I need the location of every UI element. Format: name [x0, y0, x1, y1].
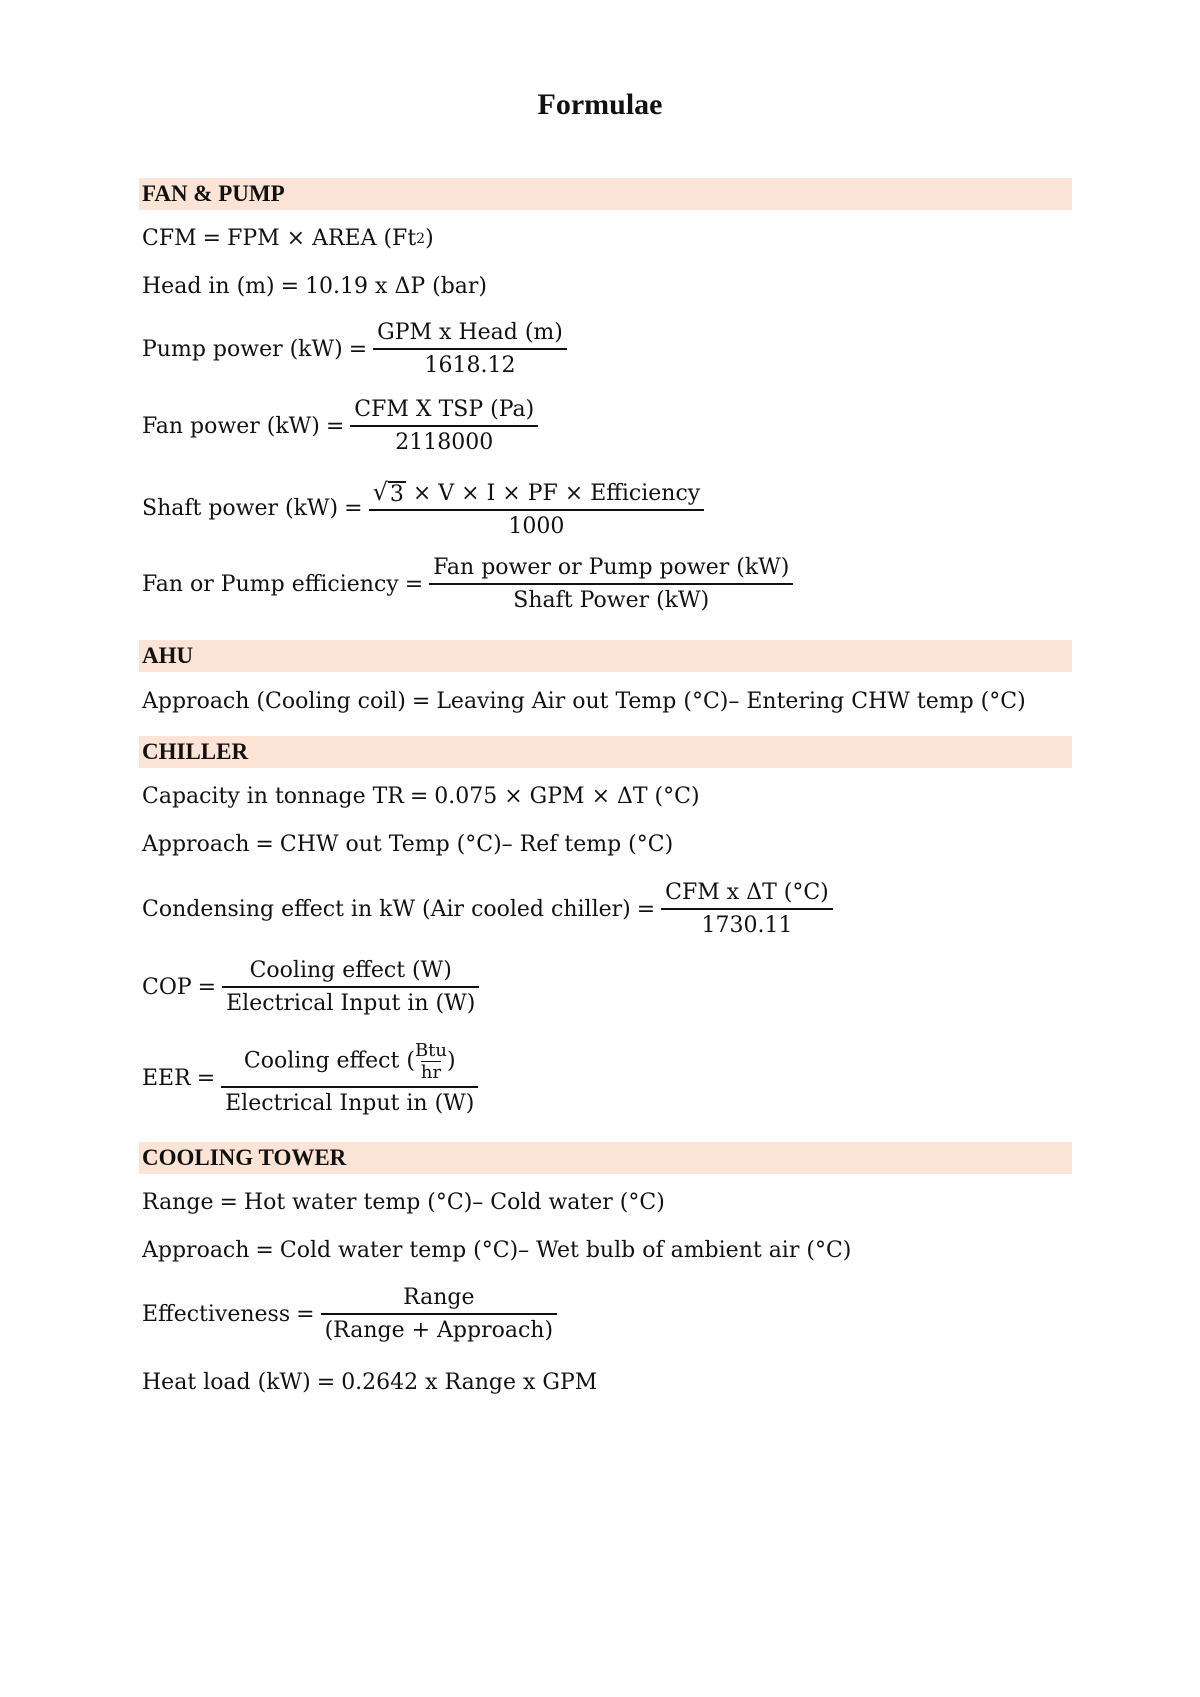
equals-sign: = [197, 974, 217, 1000]
equals-sign: = [344, 496, 363, 521]
formula-fan-power [142, 397, 538, 455]
numerator [242, 1040, 458, 1086]
formula-lhs: Effectiveness [142, 1301, 291, 1327]
formula-effectiveness [142, 1285, 557, 1343]
formula-rhs: 10.19 x ΔP (bar) [305, 274, 488, 299]
equals-sign: = [196, 1065, 216, 1091]
denominator: 1730.11 [661, 908, 833, 938]
formula-lhs: COP [142, 974, 192, 1000]
formula-lhs: Approach (Cooling coil) [142, 689, 406, 714]
numerator [371, 478, 703, 509]
fraction [663, 880, 831, 938]
formula-rhs: Hot water temp (°C)– Cold water (°C) [243, 1190, 665, 1215]
numerator: Fan power or Pump power (kW) [433, 555, 790, 580]
numerator: CFM X TSP (Pa) [354, 397, 535, 422]
formula-range [142, 1190, 665, 1215]
section-header-ahu: AHU [139, 640, 1072, 672]
formula-lhs: CFM [142, 226, 197, 251]
unit-fraction [415, 1040, 447, 1083]
formula-cop [142, 958, 479, 1016]
equals-sign: = [409, 784, 429, 809]
section-header-chiller: CHILLER [139, 736, 1072, 768]
equals-sign: = [219, 1190, 238, 1215]
unit-denominator: hr [420, 1062, 442, 1083]
radical-sign: √ [372, 478, 388, 506]
denominator: (Range + Approach) [321, 1313, 557, 1343]
numerator-suffix: ) [447, 1048, 456, 1074]
superscript: 2 [416, 230, 426, 247]
numerator: Range [403, 1285, 475, 1310]
equals-sign: = [636, 896, 656, 922]
formula-condensing-effect [142, 880, 833, 938]
radicand: 3 [389, 481, 404, 507]
formula-approach-cooling-coil [142, 689, 1026, 714]
equals-sign: = [202, 226, 222, 251]
fraction [223, 1040, 476, 1116]
formula-lhs: EER [142, 1065, 191, 1091]
formula-lhs: Shaft power (kW) [142, 496, 339, 521]
fraction [371, 478, 703, 539]
formula-lhs: Pump power (kW) [142, 336, 343, 362]
square-root [373, 478, 406, 506]
equals-sign: = [296, 1301, 315, 1327]
equals-sign: = [316, 1370, 336, 1395]
formula-capacity [142, 784, 700, 809]
equals-sign: = [255, 1238, 274, 1263]
denominator: 1000 [369, 509, 705, 539]
formula-efficiency [142, 555, 793, 613]
formula-rhs: CHW out Temp (°C)– Ref temp (°C) [279, 832, 674, 857]
formula-approach-chiller [142, 832, 673, 857]
formula-rhs: 0.2642 x Range x GPM [341, 1370, 598, 1395]
formula-lhs: Capacity in tonnage TR [142, 784, 404, 809]
formula-pump-power [142, 320, 567, 378]
formula-rhs: Leaving Air out Temp (°C)– Entering CHW temp (°C) [436, 689, 1026, 714]
formula-lhs: Range [142, 1190, 214, 1215]
numerator: CFM x ΔT (°C) [665, 880, 829, 905]
formula-lhs: Fan power (kW) [142, 413, 320, 439]
equals-sign: = [325, 413, 345, 439]
unit-numerator: Btu [414, 1040, 447, 1061]
equals-sign: = [280, 274, 300, 299]
fraction [352, 397, 536, 455]
numerator-prefix: Cooling effect ( [243, 1048, 415, 1074]
formula-rhs: Cold water temp (°C)– Wet bulb of ambient air (°C) [279, 1238, 852, 1263]
fraction [323, 1285, 555, 1343]
equals-sign: = [404, 571, 424, 597]
fraction [375, 320, 565, 378]
denominator: Shaft Power (kW) [429, 583, 793, 613]
formula-rhs: 0.075 × GPM × ΔT (°C) [434, 784, 700, 809]
formula-rhs-tail: ) [425, 226, 434, 251]
formula-lhs: Fan or Pump efficiency [142, 571, 399, 597]
formula-cfm [142, 226, 434, 251]
denominator: Electrical Input in (W) [222, 986, 479, 1016]
denominator: 1618.12 [373, 348, 567, 378]
formula-lhs: Approach [142, 832, 250, 857]
formula-eer [142, 1040, 478, 1116]
equals-sign: = [348, 336, 368, 362]
equals-sign: = [255, 832, 274, 857]
section-header-cooling-tower: COOLING TOWER [139, 1142, 1072, 1174]
formula-lhs: Approach [142, 1238, 250, 1263]
numerator-rest: × V × I × PF × Efficiency [412, 481, 701, 506]
section-header-fan-pump: FAN & PUMP [139, 178, 1072, 210]
fraction [224, 958, 477, 1016]
formula-head [142, 274, 487, 299]
formula-heat-load [142, 1370, 597, 1395]
denominator: 2118000 [350, 425, 538, 455]
formula-lhs: Head in (m) [142, 274, 275, 299]
equals-sign: = [411, 689, 431, 714]
formula-lhs: Condensing effect in kW (Air cooled chiller) [142, 896, 631, 922]
formula-approach-tower [142, 1238, 851, 1263]
denominator: Electrical Input in (W) [221, 1086, 478, 1116]
numerator: Cooling effect (W) [249, 958, 452, 983]
page-title: Formulae [537, 88, 663, 121]
formula-rhs: FPM × AREA (Ft [227, 226, 417, 251]
fraction [431, 555, 791, 613]
numerator: GPM x Head (m) [377, 320, 563, 345]
formula-lhs: Heat load (kW) [142, 1370, 311, 1395]
formula-shaft-power [142, 478, 704, 539]
